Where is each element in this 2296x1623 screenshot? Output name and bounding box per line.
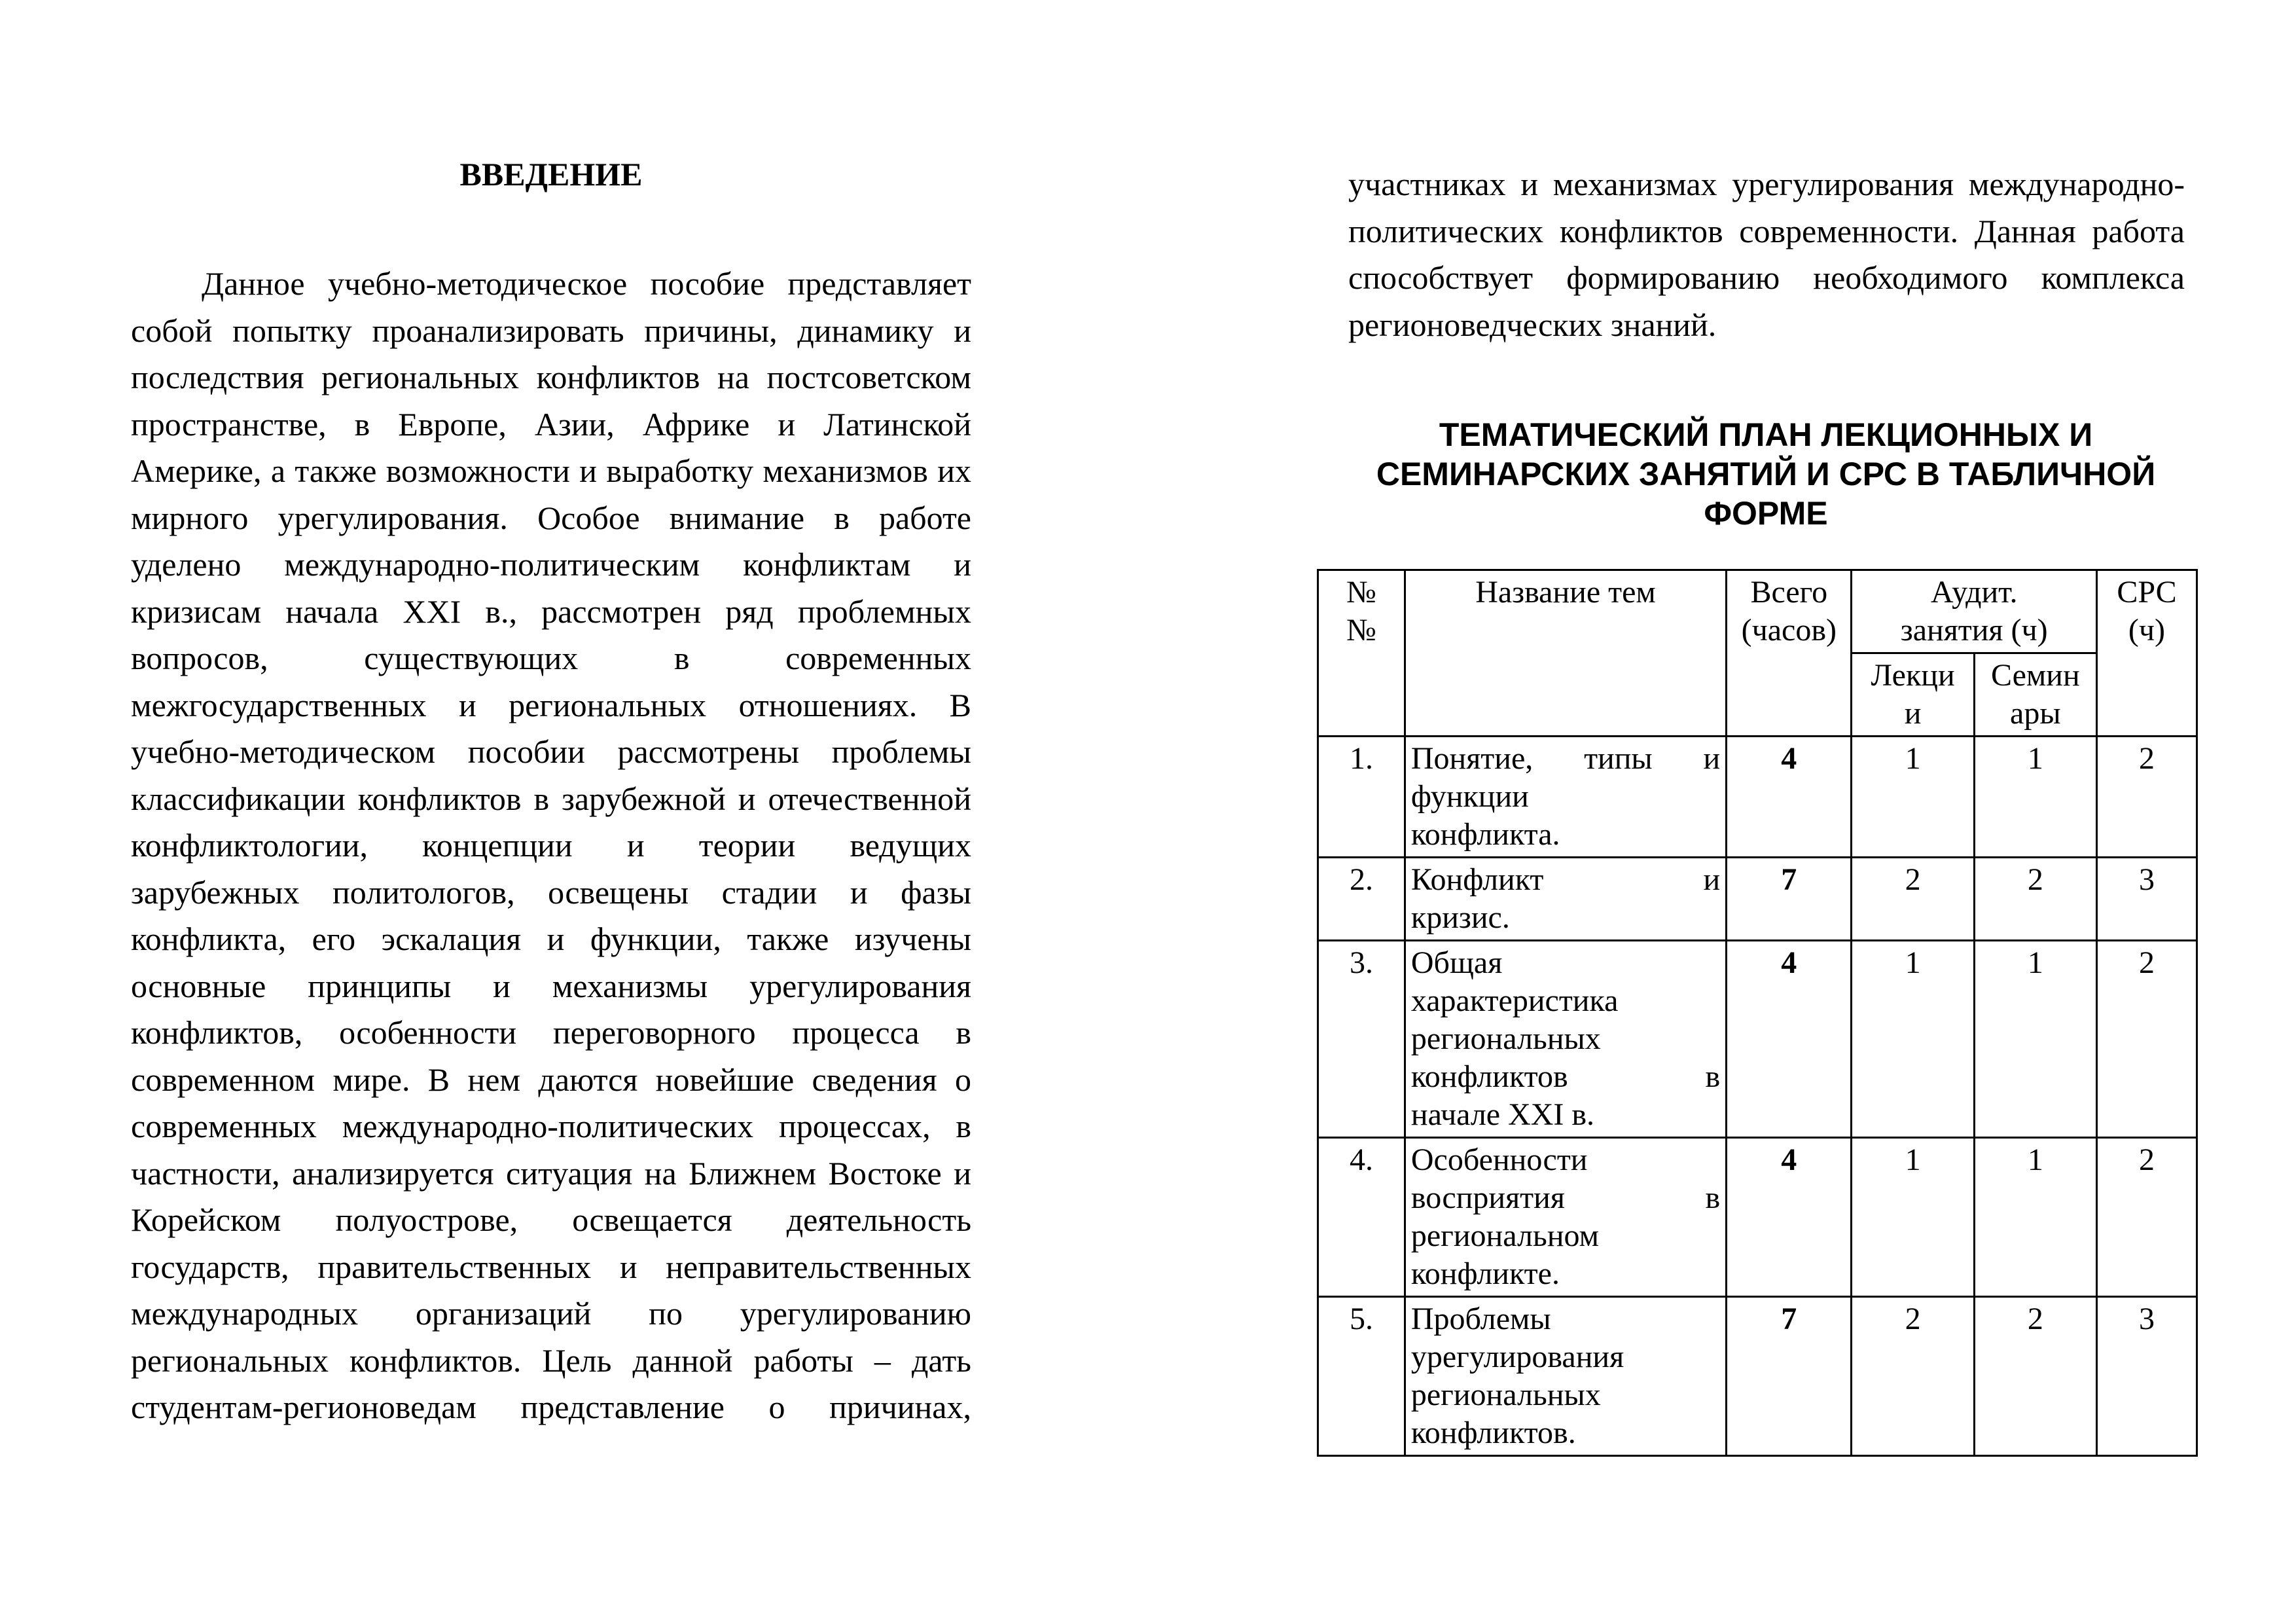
intro-line: Данное учебно-методическое пособие представляет — [202, 265, 971, 302]
plan-title-line: СЕМИНАРСКИХ ЗАНЯТИЙ И СРС В ТАБЛИЧНОЙ — [1376, 456, 2156, 492]
table-row — [1318, 1138, 2197, 1297]
row-topic — [1405, 858, 1726, 941]
row-total: 4 — [1727, 941, 1852, 1138]
row-topic-line: Проблемы — [1410, 1302, 1551, 1336]
intro-line: региональных конфликтов. Цель данной работы – дать — [131, 1341, 971, 1379]
intro-line: межгосударственных и региональных отношениях. В — [131, 686, 971, 723]
row-srs: 3 — [2096, 1297, 2197, 1456]
intro-line: современном мире. В нем даются новейшие сведения о — [131, 1061, 971, 1098]
row-srs: 3 — [2096, 858, 2197, 941]
intro-line: зарубежных политологов, освещены стадии и фазы — [131, 873, 971, 911]
plan-title-line: ТЕМАТИЧЕСКИЙ ПЛАН ЛЕКЦИОННЫХ И — [1439, 416, 2093, 453]
header-auditory-line: Аудит. — [1930, 575, 2018, 610]
header-srs-line: СРС — [2117, 575, 2177, 610]
row-topic-line: Конфликт и — [1410, 862, 1721, 897]
row-srs: 2 — [2096, 941, 2197, 1138]
intro-section — [131, 149, 971, 1431]
row-seminars: 2 — [1974, 858, 2096, 941]
row-topic-line: конфликтов. — [1410, 1415, 1576, 1450]
row-lectures: 1 — [1852, 1138, 1974, 1297]
plan-title — [1327, 415, 2204, 533]
intro-line: частности, анализируется ситуация на Ближнем Востоке и — [131, 1154, 971, 1192]
intro-line: Корейском полуострове, освещается деятельность — [131, 1201, 971, 1238]
intro-line: государств, правительственных и неправительственных — [131, 1248, 971, 1285]
row-lectures: 2 — [1852, 1297, 1974, 1456]
row-seminars: 1 — [1974, 1138, 2096, 1297]
intro-line: политических конфликтов современности. Данная работа — [1348, 212, 2185, 249]
header-number-line: № — [1346, 613, 1376, 647]
row-topic-line: конфликте. — [1410, 1256, 1560, 1291]
row-topic-line: региональных — [1410, 1377, 1601, 1412]
row-lectures: 1 — [1852, 941, 1974, 1138]
row-total: 7 — [1727, 1297, 1852, 1456]
header-srs — [2096, 570, 2197, 737]
row-topic-line: восприятия в — [1410, 1180, 1721, 1215]
row-number: 1. — [1318, 737, 1405, 858]
row-topic-line: региональном — [1410, 1218, 1599, 1253]
intro-line: конфликтологии, концепции и теории ведущих — [131, 827, 971, 864]
header-topic: Название тем — [1405, 570, 1726, 737]
header-auditory — [1852, 570, 2097, 653]
row-total: 4 — [1727, 1138, 1852, 1297]
intro-line: мирного урегулирования. Особое внимание в работе — [131, 499, 971, 536]
row-topic — [1405, 737, 1726, 858]
intro-continuation-paragraph — [1348, 161, 2185, 348]
row-topic — [1405, 1297, 1726, 1456]
intro-body — [131, 261, 971, 1431]
header-seminars — [1974, 653, 2096, 737]
header-total-line: (часов) — [1741, 613, 1837, 647]
intro-continuation — [1348, 161, 2185, 348]
row-number: 5. — [1318, 1297, 1405, 1456]
intro-line: учебно-методическом пособии рассмотрены проблемы — [131, 733, 971, 770]
plan-table — [1317, 569, 2198, 1457]
table-row — [1318, 858, 2197, 941]
intro-line: конфликта, его эскалация и функции, также изучены — [131, 921, 971, 957]
header-srs-line: (ч) — [2128, 613, 2166, 647]
header-total — [1727, 570, 1852, 737]
row-topic-line: Понятие, типы и — [1410, 741, 1721, 776]
header-lectures-line: Лекци — [1871, 658, 1955, 693]
intro-line: уделено международно-политическим конфликтам и — [131, 546, 971, 583]
intro-line: классификации конфликтов в зарубежной и отечественной — [131, 780, 971, 817]
intro-line: международных организаций по урегулированию — [131, 1295, 971, 1332]
row-total: 7 — [1727, 858, 1852, 941]
row-lectures: 1 — [1852, 737, 1974, 858]
row-seminars: 2 — [1974, 1297, 2096, 1456]
intro-line: кризисам начала XXI в., рассмотрен ряд проблемных — [131, 593, 971, 630]
row-topic-line: конфликтов в — [1410, 1059, 1721, 1094]
header-lectures-line: и — [1904, 696, 1922, 731]
row-seminars: 1 — [1974, 737, 2096, 858]
row-number: 4. — [1318, 1138, 1405, 1297]
row-total: 4 — [1727, 737, 1852, 858]
intro-line: пространстве, в Европе, Азии, Африке и Латинской — [131, 405, 971, 443]
intro-line: регионоведческих знаний. — [1348, 306, 1717, 343]
row-topic — [1405, 941, 1726, 1138]
row-topic-line: начале XXI в. — [1410, 1097, 1595, 1132]
row-topic-line: региональных — [1410, 1021, 1601, 1056]
header-auditory-line: занятия (ч) — [1900, 613, 2048, 647]
table-row — [1318, 941, 2197, 1138]
row-topic-line: характеристика — [1410, 983, 1619, 1018]
intro-line: способствует формированию необходимого комплекса — [1348, 259, 2185, 296]
row-srs: 2 — [2096, 1138, 2197, 1297]
intro-heading: ВВЕДЕНИЕ — [459, 156, 643, 192]
intro-line: конфликтов, особенности переговорного процесса в — [131, 1014, 971, 1051]
row-topic — [1405, 1138, 1726, 1297]
table-row — [1318, 1297, 2197, 1456]
intro-line: Америке, а также возможности и выработку механизмов их — [131, 452, 971, 489]
header-number — [1318, 570, 1405, 737]
header-total-line: Всего — [1750, 575, 1828, 610]
intro-line: вопросов, существующих в современных — [131, 640, 971, 676]
table-row — [1318, 737, 2197, 858]
row-number: 3. — [1318, 941, 1405, 1138]
row-lectures: 2 — [1852, 858, 1974, 941]
intro-line: современных международно-политических процессах, в — [131, 1108, 971, 1144]
intro-paragraph — [131, 261, 971, 1431]
row-number: 2. — [1318, 858, 1405, 941]
intro-line: студентам-регионоведам представление о причинах, — [131, 1389, 971, 1425]
header-seminars-line: Семин — [1990, 658, 2080, 693]
row-topic-line: функции — [1410, 779, 1529, 814]
row-topic-line: Особенности — [1410, 1142, 1588, 1177]
intro-line: собой попытку проанализировать причины, динамику и — [131, 312, 971, 349]
header-seminars-line: ары — [2010, 696, 2061, 731]
intro-line: участниках и механизмах урегулирования международно- — [1348, 166, 2185, 202]
row-srs: 2 — [2096, 737, 2197, 858]
row-topic-line: кризис. — [1410, 900, 1510, 935]
plan-title-line: ФОРМЕ — [1704, 495, 1828, 532]
table-header-row — [1318, 570, 2197, 653]
row-seminars: 1 — [1974, 941, 2096, 1138]
intro-line: последствия региональных конфликтов на постсоветском — [131, 359, 971, 395]
row-topic-line: урегулирования — [1410, 1340, 1624, 1374]
row-topic-line: Общая — [1410, 945, 1503, 980]
header-number-line: № — [1346, 575, 1376, 610]
header-lectures — [1852, 653, 1974, 737]
row-topic-line: конфликта. — [1410, 817, 1560, 852]
intro-line: основные принципы и механизмы урегулирования — [131, 967, 971, 1004]
